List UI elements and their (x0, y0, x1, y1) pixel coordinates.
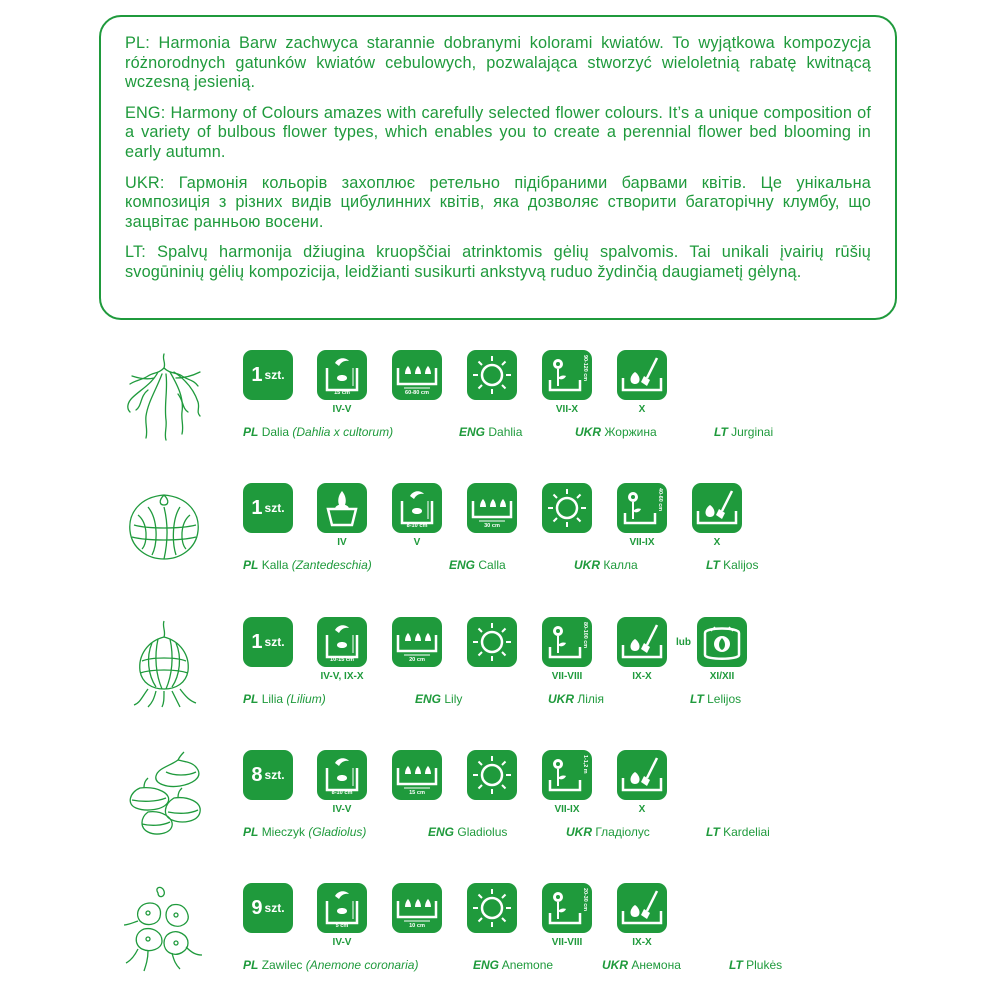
lift-months: IX-X (632, 671, 652, 682)
bloom-height-icon (542, 883, 592, 933)
bloom-months: VII-IX (629, 537, 655, 548)
planting-depth-icon (392, 483, 442, 533)
spacing-label: 15 cm (409, 790, 425, 796)
count-tile (243, 350, 293, 400)
lift-tubers-icon (617, 883, 667, 933)
name-eng: ENG Anemone (473, 958, 554, 972)
dahlia-tuber-illustration (118, 350, 210, 442)
count-number: 8 (251, 763, 263, 786)
count-unit: szt. (264, 501, 285, 515)
bloom-months: VII-VIII (551, 937, 583, 948)
plant-row-lily (0, 617, 1000, 727)
bloom-months: VII-IX (554, 804, 580, 815)
name-pl: PL Dalia (Dahlia x cultorum) (243, 425, 394, 439)
bloom-height-icon (542, 617, 592, 667)
bloom-height-label: 40-60 cm (657, 488, 663, 512)
count-number: 1 (251, 630, 263, 653)
description-eng: ENG: Harmony of Colours amazes with carefully selected flower colours. It’s a unique composition of a variety of bulbous flower types, which enables you to create a perennial flower bed blooming in early autumn. (125, 103, 871, 161)
name-pl: PL Zawilec (Anemone coronaria) (243, 958, 419, 972)
count-unit: szt. (264, 768, 285, 782)
bloom-height-label: 20-30 cm (582, 888, 588, 912)
pot-months: IV (337, 537, 347, 548)
spacing-label: 30 cm (484, 523, 500, 529)
name-pl: PL Mieczyk (Gladiolus) (243, 825, 367, 839)
lift-tubers-icon (617, 750, 667, 800)
full-sun-icon (467, 617, 517, 667)
count-number: 9 (251, 896, 263, 919)
planting-months: IV-V (332, 937, 352, 948)
full-sun-icon (542, 483, 592, 533)
bloom-months: VII-X (555, 404, 579, 415)
lift-tubers-icon (617, 617, 667, 667)
gladiolus-corms-illustration (118, 750, 210, 842)
name-ukr: UKR Жоржина (575, 425, 657, 439)
count-number: 1 (251, 496, 263, 519)
full-sun-icon (467, 750, 517, 800)
name-ukr: UKR Анемона (602, 958, 681, 972)
lily-bulb-illustration (118, 617, 210, 709)
count-tile (243, 483, 293, 533)
name-lt: LT Kalijos (706, 558, 759, 572)
name-eng: ENG Gladiolus (428, 825, 508, 839)
planting-months: IV-V, IX-X (320, 671, 364, 682)
planting-depth-icon (317, 750, 367, 800)
lift-months: X (638, 804, 646, 815)
name-pl: PL Lilia (Lilium) (243, 692, 326, 706)
name-eng: ENG Dahlia (459, 425, 523, 439)
calla-tuber-illustration (118, 483, 210, 575)
spacing-icon (392, 350, 442, 400)
storage-months: XI/XII (709, 671, 735, 682)
bloom-height-icon (617, 483, 667, 533)
count-unit: szt. (264, 901, 285, 915)
name-eng: ENG Lily (415, 692, 463, 706)
name-ukr: UKR Гладіолус (566, 825, 650, 839)
plant-row-dahlia (0, 350, 1000, 460)
full-sun-icon (467, 350, 517, 400)
plant-row-gladiolus (0, 750, 1000, 860)
name-lt: LT Plukės (729, 958, 783, 972)
spacing-icon (392, 883, 442, 933)
spacing-icon (392, 750, 442, 800)
planting-depth-label: 5 cm (335, 923, 349, 929)
planting-depth-label: 8-10 cm (331, 790, 353, 796)
name-lt: LT Lelijos (690, 692, 742, 706)
planting-depth-label: 10-15 cm (330, 657, 354, 663)
full-sun-icon (467, 883, 517, 933)
lift-months: X (713, 537, 721, 548)
planting-months: IV-V (332, 404, 352, 415)
plant-row-anemone (0, 883, 1000, 993)
planting-depth-label: 15 cm (334, 390, 350, 396)
count-unit: szt. (264, 368, 285, 382)
count-tile (243, 750, 293, 800)
planting-depth-icon (317, 617, 367, 667)
bloom-height-label: 1-1,2 m (582, 755, 588, 774)
name-pl: PL Kalla (Zantedeschia) (243, 558, 372, 572)
spacing-label: 10 cm (409, 923, 425, 929)
spacing-label: 60-80 cm (405, 390, 429, 396)
count-tile (243, 617, 293, 667)
planting-depth-icon (317, 883, 367, 933)
anemone-tubers-illustration (118, 883, 210, 975)
name-ukr: UKR Калла (574, 558, 638, 572)
description-ukr: UKR: Гармонія кольорів захоплює ретельно підібраними барвами квітів. Це унікальна композиція з різних видів цибулинних квітів, яка дозволяє створити багаторічну клумбу, що зацвітає ранньою восени. (125, 173, 871, 231)
name-lt: LT Kardeliai (706, 825, 770, 839)
plant-row-calla (0, 483, 1000, 593)
name-eng: ENG Calla (449, 558, 506, 572)
bloom-months: VII-VIII (551, 671, 583, 682)
or-label: lub (676, 637, 691, 648)
lift-months: X (638, 404, 646, 415)
lift-tubers-icon (617, 350, 667, 400)
winter-storage-icon (697, 617, 747, 667)
lift-months: IX-X (632, 937, 652, 948)
name-ukr: UKR Лілія (548, 692, 605, 706)
description-lt: LT: Spalvų harmonija džiugina kruopščiai atrinktomis gėlių spalvomis. Tai unikali įvairių rūšių svogūninių gėlių kompozicija, leidžianti susikurti ankstyvą ruduo žydinčią daugiametį gėlyną. (125, 243, 871, 281)
count-number: 1 (251, 363, 263, 386)
count-unit: szt. (264, 635, 285, 649)
bloom-height-icon (542, 350, 592, 400)
planting-months: IV-V (332, 804, 352, 815)
spacing-label: 20 cm (409, 657, 425, 663)
name-lt: LT Jurginai (714, 425, 774, 439)
count-tile (243, 883, 293, 933)
bloom-height-label: 90-120 cm (582, 355, 588, 382)
pot-planting-icon (317, 483, 367, 533)
description-pl: PL: Harmonia Barw zachwyca starannie dobranymi kolorami kwiatów. To wyjątkowa kompozycja różnorodnych gatunków kwiatów cebulowych, pozwalająca stworzyć wieloletnią rabatę kwitnącą wczesną jesienią. (125, 34, 871, 92)
bloom-height-label: 80-100 cm (582, 622, 588, 649)
bloom-height-icon (542, 750, 592, 800)
planting-depth-icon (317, 350, 367, 400)
lift-tubers-icon (692, 483, 742, 533)
planting-depth-label: 8-10 cm (406, 523, 428, 529)
description-box (99, 15, 897, 320)
spacing-icon (392, 617, 442, 667)
spacing-icon (467, 483, 517, 533)
planting-months: V (413, 537, 421, 548)
